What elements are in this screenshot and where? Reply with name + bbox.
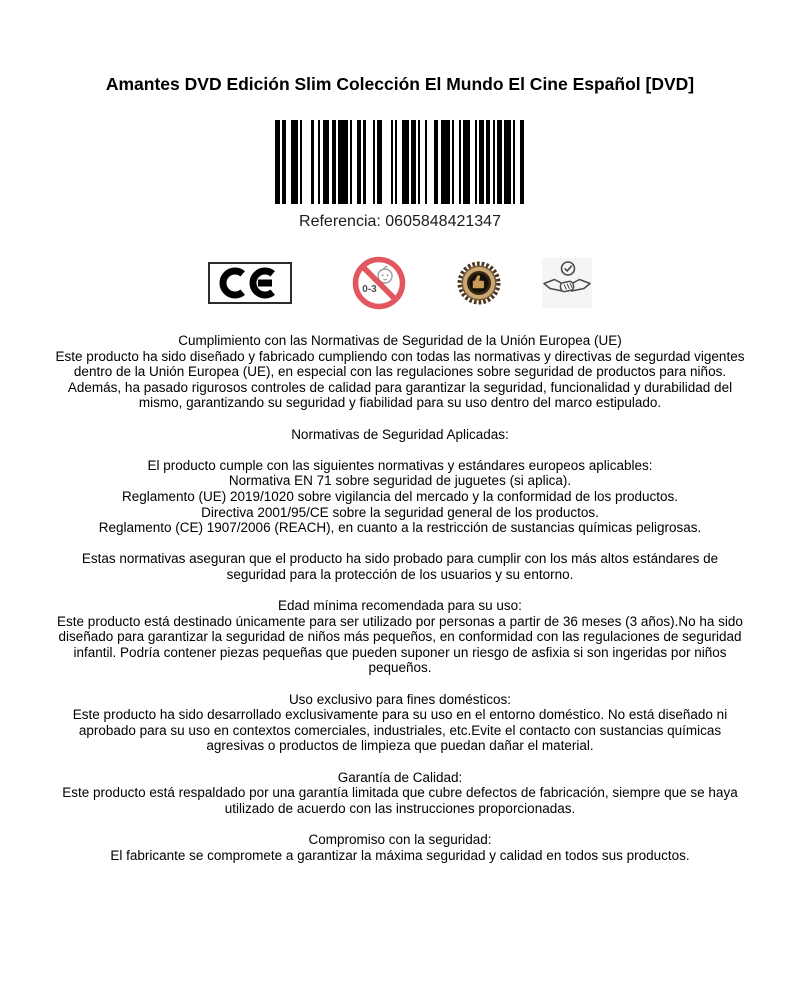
text-line: Este producto ha sido desarrollado exclusivamente para su uso en el entorno doméstico. No está diseñado ni aprobado para su uso en contextos comerciales, industriales, etc.Evite el contacto con sustancias químicas agresivas o productos de limpieza que puedan dañar el material. xyxy=(72,707,728,754)
product-compliance-sheet xyxy=(0,74,800,994)
text-block xyxy=(54,333,746,411)
text-line: Normativa EN 71 sobre seguridad de juguetes (si aplica). xyxy=(228,473,572,489)
reference-number: Referencia: 0605848421347 xyxy=(299,213,501,230)
text-line: Edad mínima recomendada para su uso: xyxy=(278,598,522,614)
text-line: Compromiso con la seguridad: xyxy=(308,832,492,847)
svg-text:0-3: 0-3 xyxy=(362,284,377,295)
text-block xyxy=(54,427,746,443)
handshake-guarantee-icon xyxy=(542,258,592,308)
text-line: Este producto está destinado únicamente para ser utilizado por personas a partir de 36 meses (3 años).No ha sido diseñado para garantizar la seguridad de niños más pequeños, en conformidad con las regulaciones de seguridad infantil. Podría contener piezas pequeñas que pueden suponer un riesgo de asfixia si son ingeridas por niños pequeños. xyxy=(57,613,743,676)
text-line: Este producto ha sido diseñado y fabricado cumpliendo con todas las normativas y directivas de segurdad vigentes dentro de la Unión Europea (UE), en especial con las regulaciones sobre seguridad de productos para niños. Además, ha pasado rigurosos controles de calidad para garantizar la seguridad, funcionalidad y durabilidad del mismo, garantizando su seguridad y fiabilidad para su uso dentro del marco estipulado. xyxy=(55,348,745,411)
text-line: Este producto está respaldado por una garantía limitada que cubre defectos de fabricación, siempre que se haya utilizado de acuerdo con las instrucciones proporcionadas. xyxy=(62,785,738,816)
age-warning-0-3-icon xyxy=(352,256,406,310)
text-line: Estas normativas aseguran que el producto ha sido probado para cumplir con los más altos estándares de seguridad para la protección de los usuarios y su entorno. xyxy=(81,551,719,582)
text-line: Normativas de Seguridad Aplicadas: xyxy=(291,426,509,442)
text-block xyxy=(54,692,746,754)
quality-seal-icon xyxy=(456,260,502,306)
text-line: Reglamento (UE) 2019/1020 sobre vigilancia del mercado y la conformidad de los productos. xyxy=(121,488,679,504)
text-line: El producto cumple con las siguientes normativas y estándares europeos aplicables: xyxy=(147,457,653,473)
text-line: El fabricante se compromete a garantizar la máxima seguridad y calidad en todos sus productos. xyxy=(110,847,690,863)
text-line: Reglamento (CE) 1907/2006 (REACH), en cuanto a la restricción de sustancias químicas peligrosas. xyxy=(98,520,702,536)
text-line: Directiva 2001/95/CE sobre la seguridad general de los productos. xyxy=(201,504,599,520)
text-block xyxy=(54,458,746,536)
text-line: Cumplimiento con las Normativas de Seguridad de la Unión Europea (UE) xyxy=(178,333,622,348)
text-block xyxy=(54,598,746,676)
text-block xyxy=(54,551,746,582)
text-block xyxy=(54,770,746,817)
ce-mark-icon xyxy=(208,262,292,304)
text-sections xyxy=(54,333,746,863)
text-block xyxy=(54,832,746,863)
barcode xyxy=(275,120,525,204)
text-line: Garantía de Calidad: xyxy=(337,769,463,785)
page-title: Amantes DVD Edición Slim Colección El Mundo El Cine Español [DVD] xyxy=(105,74,695,94)
certification-icons-row xyxy=(0,255,800,311)
text-line: Uso exclusivo para fines domésticos: xyxy=(288,691,512,707)
